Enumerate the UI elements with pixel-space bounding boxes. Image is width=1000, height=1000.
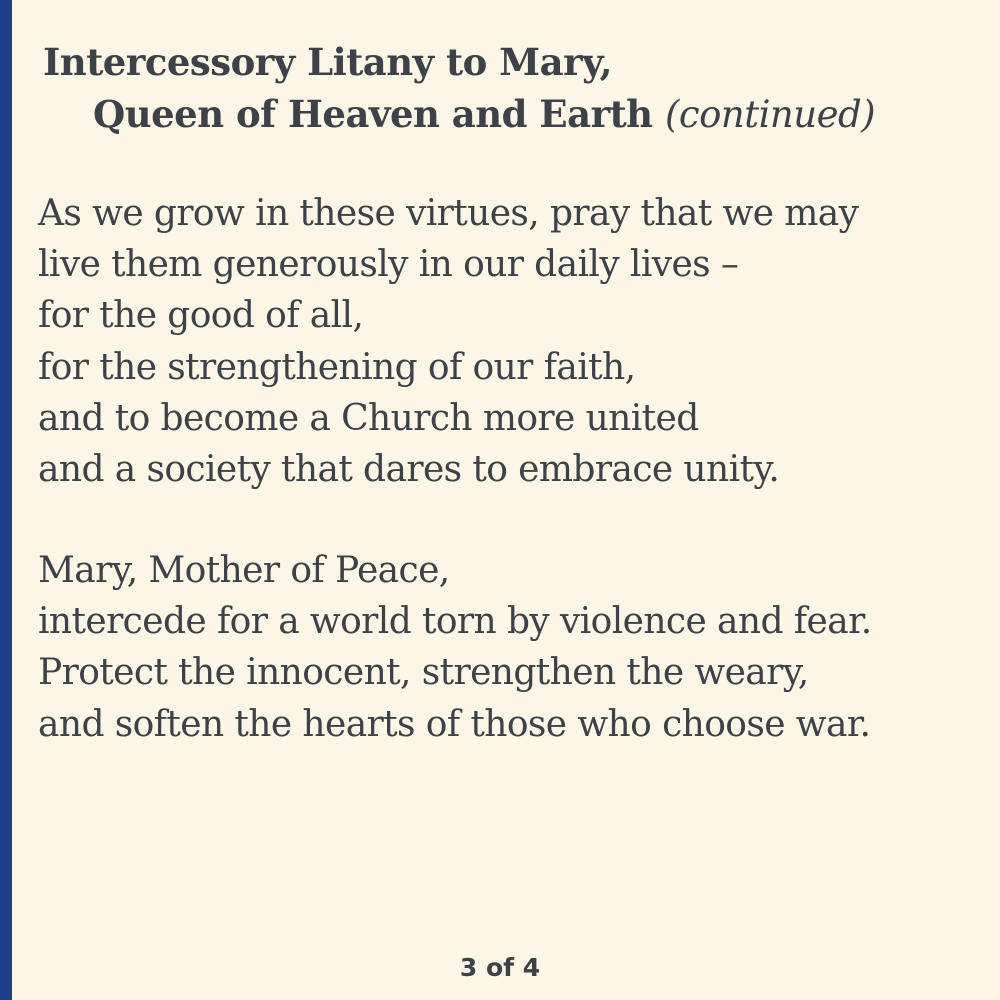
text-line: for the strengthening of our faith, <box>38 346 636 388</box>
text-line: Protect the innocent, strengthen the weary, <box>38 652 809 694</box>
page-title <box>43 36 983 141</box>
text-line: and soften the hearts of those who choose war. <box>38 703 871 745</box>
prayer-paragraph-1 <box>38 188 988 495</box>
page-indicator: 3 of 4 <box>459 953 541 982</box>
text-line: Mary, Mother of Peace, <box>38 550 450 591</box>
title-line-2 <box>43 88 983 141</box>
text-line: and a society that dares to embrace unity. <box>38 449 780 491</box>
text-line: intercede for a world torn by violence and fear. <box>38 601 872 643</box>
text-line: live them generously in our daily lives – <box>38 244 739 286</box>
prayer-paragraph-2 <box>38 545 988 750</box>
text-line: for the good of all, <box>38 295 364 337</box>
text-line: As we grow in these virtues, pray that we may <box>38 193 859 234</box>
text-line: and to become a Church more united <box>38 397 699 439</box>
title-main-text: Queen of Heaven and Earth <box>93 92 653 136</box>
title-line-1: Intercessory Litany to Mary, <box>43 40 612 84</box>
title-continued-label: (continued) <box>664 93 876 136</box>
left-accent-bar <box>0 0 12 1000</box>
